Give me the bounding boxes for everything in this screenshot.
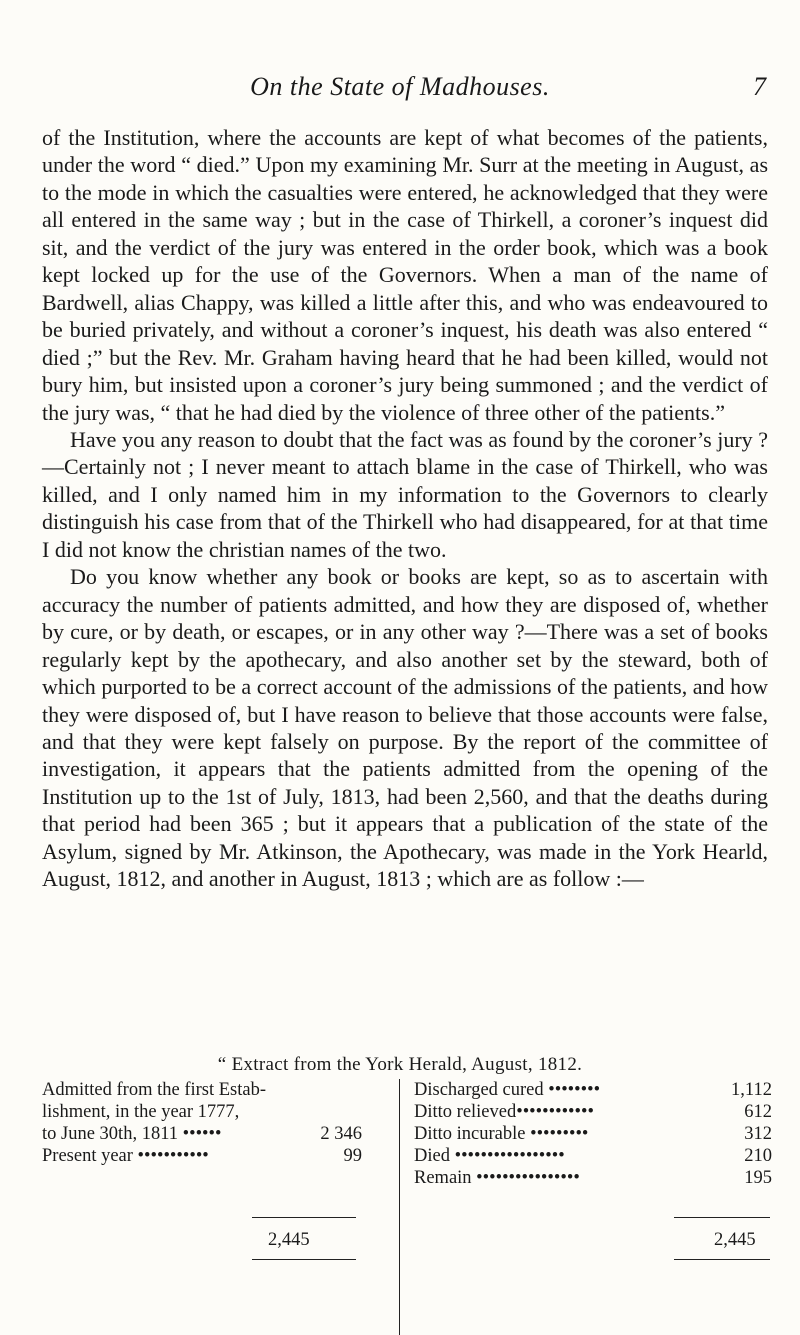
row-value: 2 346 — [316, 1123, 362, 1145]
dispositions-column — [414, 1079, 772, 1250]
column-divider — [399, 1079, 400, 1335]
table-row — [414, 1145, 772, 1167]
page-number: 7 — [753, 72, 766, 101]
row-label: Ditto relieved•••••••••••• — [414, 1102, 594, 1122]
row-label: Remain •••••••••••••••• — [414, 1168, 580, 1188]
table-row — [42, 1101, 362, 1123]
row-value: 1,112 — [727, 1079, 772, 1101]
table-row — [414, 1101, 772, 1123]
admissions-column — [42, 1079, 362, 1250]
row-value: 210 — [740, 1145, 772, 1167]
sum-rule — [252, 1217, 356, 1218]
sum-rule — [674, 1217, 770, 1218]
table-row — [42, 1123, 362, 1145]
row-label: to June 30th, 1811 •••••• — [42, 1124, 222, 1144]
row-label: Admitted from the first Estab- — [42, 1080, 267, 1100]
sum-rule — [252, 1259, 356, 1260]
sum-rule — [674, 1259, 770, 1260]
paragraph-3: Do you know whether any book or books are kept, so as to ascertain with accuracy the number of patients admitted, and how they are disposed of, whether by cure, or by death, or escapes, or in any other way ?—There was a set of books regularly kept by the apothecary, and also another set by the steward, both of which purported to be a correct account of the admissions of the patients, and how they were disposed of, but I have reason to believe that those accounts were false, and that they were kept falsely on purpose. By the report of the committee of investigation, it appears that the patients admitted from the opening of the Institution up to the 1st of July, 1813, had been 2,560, and that the deaths during that period had been 365 ; but it appears that a publication of the state of the Asylum, signed by Mr. Atkinson, the Apothecary, was made in the York Hearld, August, 1812, and another in August, 1813 ; which are as follow :— — [42, 564, 768, 892]
row-label: Died ••••••••••••••••• — [414, 1146, 565, 1166]
table-row — [42, 1145, 362, 1167]
table-row — [414, 1123, 772, 1145]
row-label: Present year ••••••••••• — [42, 1146, 209, 1166]
running-title: On the State of Madhouses. — [250, 72, 550, 101]
row-value: 612 — [740, 1101, 772, 1123]
page-header — [0, 72, 800, 116]
paragraph-2: Have you any reason to doubt that the fact was as found by the coroner’s jury ?—Certainly not ; I never meant to attach blame in the case of Thirkell, who was killed, and I only named him in my information to the Governors to clearly distinguish his case from that of the Thirkell who had disappeared, for at that time I did not know the christian names of the two. — [42, 426, 768, 562]
row-label: Ditto incurable ••••••••• — [414, 1124, 589, 1144]
table-row — [42, 1079, 362, 1101]
table-row — [414, 1167, 772, 1189]
body-text — [42, 124, 768, 893]
table-row — [414, 1079, 772, 1101]
row-value: 99 — [340, 1145, 363, 1167]
row-value: 195 — [740, 1167, 772, 1189]
extract-caption: “ Extract from the York Herald, August, 1812. — [217, 1054, 583, 1075]
row-value: 312 — [740, 1123, 772, 1145]
row-label: Discharged cured •••••••• — [414, 1080, 601, 1100]
right-total: 2,445 — [714, 1230, 756, 1250]
row-label: lishment, in the year 1777, — [42, 1102, 240, 1122]
left-total: 2,445 — [268, 1230, 310, 1250]
paragraph-1: of the Institution, where the accounts are kept of what becomes of the patients, under the word “ died.” Upon my examining Mr. Surr at the meeting in August, as to the mode in which the casualties were entered, he acknowledged that they were all entered in the same way ; but in the case of Thirkell, a coroner’s inquest did sit, and the verdict of the jury was entered in the order book, which was a book kept locked up for the use of the Governors. When a man of the name of Bardwell, alias Chappy, was killed a little after this, and who was endeavoured to be buried privately, and without a coroner’s inquest, his death was also entered “ died ;” but the Rev. Mr. Graham having heard that he had been killed, would not bury him, but insisted upon a coroner’s jury being summoned ; and the verdict of the jury was, “ that he had died by the violence of three other of the patients.” — [42, 125, 768, 425]
